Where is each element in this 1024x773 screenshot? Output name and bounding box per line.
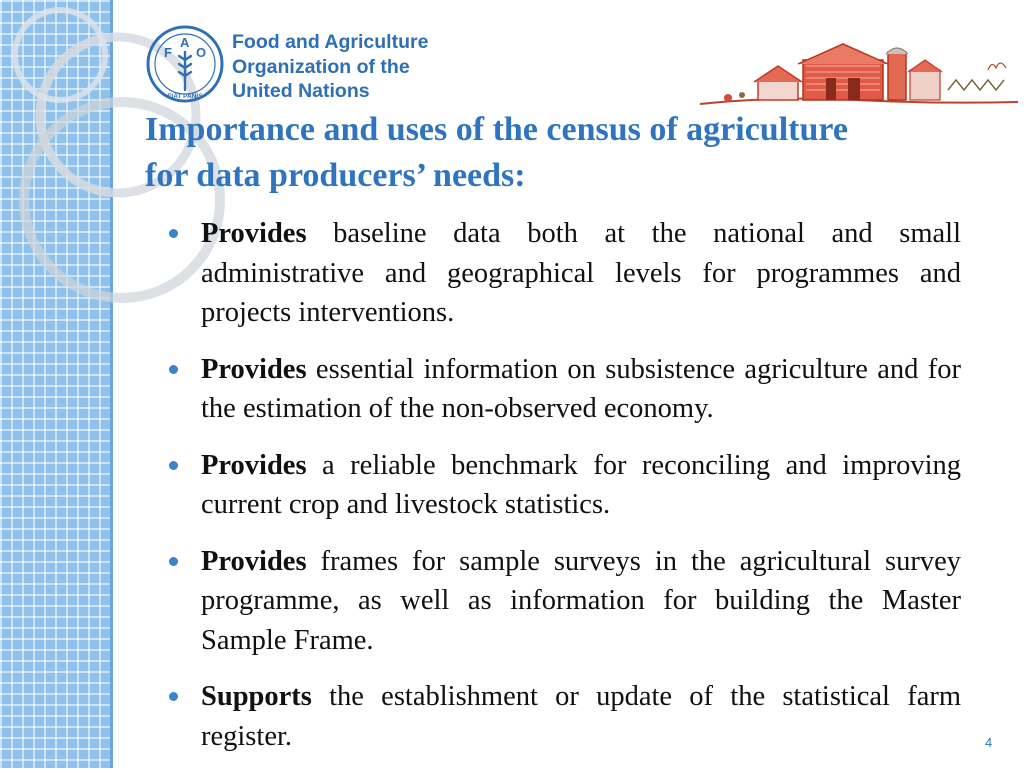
page-number: 4	[985, 735, 993, 750]
bullet-lead: Provides	[201, 353, 307, 385]
bullet-lead: Provides	[201, 218, 307, 249]
bullet-item	[168, 446, 961, 525]
farm-illustration-icon	[698, 40, 1020, 110]
side-grid-band	[0, 0, 113, 768]
bullet-dot-icon	[169, 461, 178, 470]
title-line-1: Importance and uses of the census of agriculture	[145, 111, 848, 148]
bullet-lead: Supports	[201, 681, 312, 712]
bullet-dot-icon	[169, 365, 178, 374]
slide-title	[145, 107, 985, 199]
bullet-text: baseline data both at the national and small administrative and geographical levels for programmes and projects interventions.	[201, 218, 961, 328]
bullet-dot-icon	[169, 229, 178, 238]
bullet-list	[168, 214, 961, 773]
logo-motto: FIAT PANIS	[167, 93, 203, 100]
title-line-2: for data producers’ needs:	[145, 157, 526, 194]
org-name-line-2: Organization of the	[232, 55, 410, 78]
logo-letter-o: O	[196, 45, 207, 60]
bullet-text: the establishment or update of the statistical farm register.	[201, 681, 961, 752]
bullet-text: essential information on subsistence agriculture and for the estimation of the non-observed economy.	[201, 353, 961, 424]
bullet-text: frames for sample surveys in the agricultural survey programme, as well as information for building the Master Sample Frame.	[201, 545, 961, 656]
bullet-item	[168, 214, 961, 333]
bullet-text: a reliable benchmark for reconciling and improving current crop and livestock statistics.	[201, 449, 961, 520]
bullet-item	[168, 350, 961, 429]
fao-logo-icon	[145, 24, 225, 104]
bullet-dot-icon	[169, 557, 178, 566]
logo-letter-a: A	[180, 35, 190, 50]
organization-name	[232, 30, 428, 104]
bullet-item	[168, 542, 961, 661]
bullet-lead: Provides	[201, 449, 307, 481]
bullet-lead: Provides	[201, 545, 307, 577]
org-name-line-3: United Nations	[232, 80, 370, 102]
bullet-item	[168, 677, 961, 756]
bullet-dot-icon	[169, 692, 178, 701]
org-name-line-1: Food and Agriculture	[232, 31, 429, 53]
logo-letter-f: F	[164, 45, 172, 60]
